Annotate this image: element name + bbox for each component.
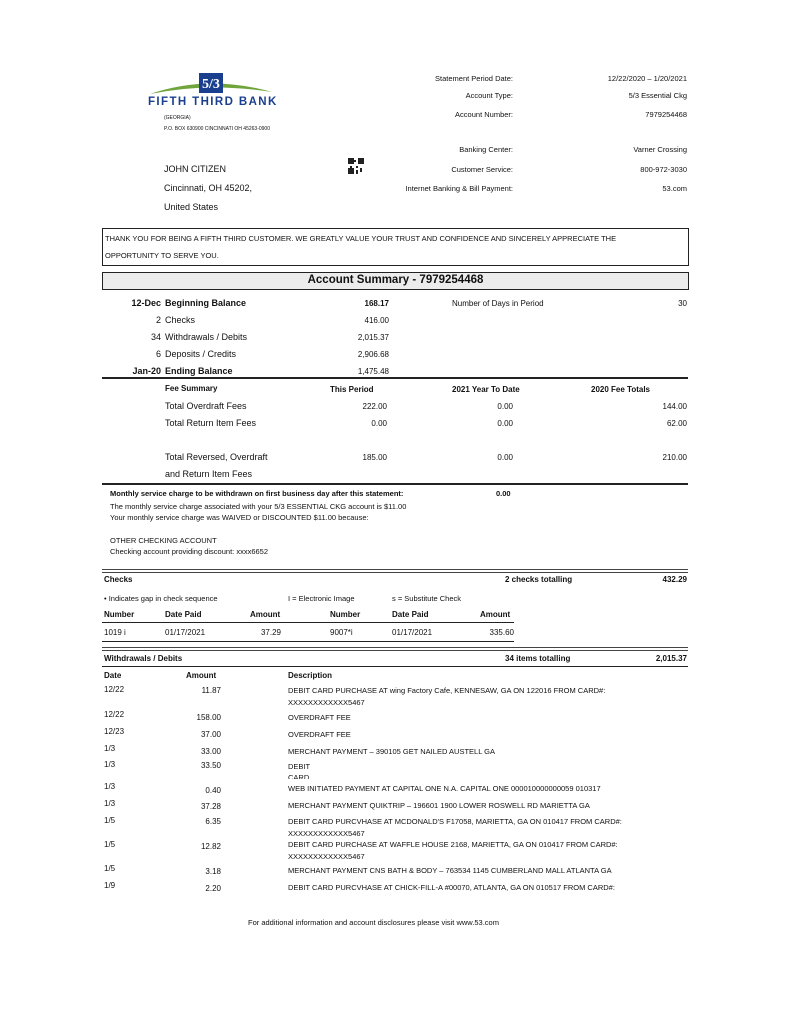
- withdrawals-header-description: Description: [288, 671, 333, 680]
- customer-service-value: 800-972-3030: [640, 165, 687, 174]
- withdrawal-description: DEBIT CARD PURCVHASE AT MCDONALD'S F17058, MARIETTA, GA ON 010417 FROM CARD#:: [288, 817, 622, 826]
- fee-prior-1: 62.00: [666, 419, 687, 428]
- bank-address: P.O. BOX 630900 CINCINNATI OH 45263-0900: [164, 126, 270, 132]
- summary-value-0: 168.17: [364, 299, 389, 308]
- fee-label-0: Total Overdraft Fees: [165, 401, 247, 411]
- withdrawal-date: 1/3: [104, 799, 116, 808]
- checks-header-amount-1: Amount: [250, 610, 281, 619]
- withdrawal-amount: 0.40: [205, 786, 221, 795]
- withdrawal-amount: 33.00: [200, 747, 221, 756]
- summary-label-3: Deposits / Credits: [165, 349, 237, 359]
- statement-period-label: Statement Period Date:: [435, 74, 513, 83]
- account-type-label: Account Type:: [465, 91, 513, 100]
- withdrawal-date: 1/9: [104, 881, 116, 890]
- internet-banking-value: 53.com: [662, 184, 687, 193]
- checks-header-date-2: Date Paid: [392, 610, 429, 619]
- bank-name: FIFTH THIRD BANK: [148, 96, 278, 108]
- summary-qty-1: 2: [155, 315, 161, 325]
- checks-bottom-rule: [102, 641, 514, 642]
- banking-center-value: Varner Crossing: [633, 145, 687, 154]
- withdrawal-date: 1/5: [104, 864, 116, 873]
- summary-label-0: Beginning Balance: [165, 298, 247, 308]
- withdrawal-date: 12/22: [104, 685, 125, 694]
- checks-top-rule: [102, 569, 688, 573]
- fee-header-ytd: 2021 Year To Date: [452, 385, 520, 394]
- withdrawals-header-date: Date: [104, 671, 122, 680]
- checks-header-number-1: Number: [104, 610, 135, 619]
- withdrawal-description: WEB INITIATED PAYMENT AT CAPITAL ONE N.A. CAPITAL ONE 000010000000059 010317: [288, 784, 601, 793]
- thank-you-line-2: OPPORTUNITY TO SERVE YOU.: [105, 251, 219, 260]
- withdrawal-description: DEBIT CARD PURCVHASE AT CHICK-FILL-A #00070, ATLANTA, GA ON 010517 FROM CARD#:: [288, 883, 615, 892]
- withdrawal-description-2: XXXXXXXXXXXX5467: [288, 829, 365, 838]
- withdrawal-description: DEBIT: [288, 762, 311, 771]
- summary-qty-2: 34: [150, 332, 161, 342]
- service-charge-amount: 0.00: [496, 489, 511, 498]
- withdrawal-description: DEBIT CARD PURCHASE AT wing Factory Cafe, KENNESAW, GA ON 122016 FROM CARD#:: [288, 686, 606, 695]
- summary-value-3: 2,906.68: [357, 350, 389, 359]
- summary-value-2: 2,015.37: [357, 333, 389, 342]
- checks-legend-image: I = Electronic Image: [288, 594, 355, 603]
- summary-value-1: 416.00: [364, 316, 389, 325]
- withdrawals-header-amount: Amount: [186, 671, 217, 680]
- days-in-period-value: 30: [678, 299, 687, 308]
- fee-period-2: 185.00: [362, 453, 387, 462]
- bank-region: (GEORGIA): [164, 115, 191, 121]
- summary-qty-0: 12-Dec: [131, 298, 161, 308]
- account-summary-bar: [102, 272, 689, 290]
- summary-label-4: Ending Balance: [165, 366, 233, 376]
- check-date-1: 01/17/2021: [165, 628, 206, 637]
- summary-qty-3: 6: [155, 349, 161, 359]
- fee-ytd-0: 0.00: [497, 402, 513, 411]
- withdrawals-top-rule: [102, 647, 688, 651]
- customer-city: Cincinnati, OH 45202,: [164, 183, 253, 193]
- internet-banking-label: Internet Banking & Bill Payment:: [405, 184, 513, 193]
- fee-header-prior: 2020 Fee Totals: [591, 385, 650, 394]
- withdrawal-date: 12/23: [104, 727, 125, 736]
- withdrawal-amount: 3.18: [205, 867, 221, 876]
- withdrawals-totalling-label: 34 items totalling: [505, 654, 571, 663]
- check-amount-1: 37.29: [260, 628, 281, 637]
- fee-header-period: This Period: [330, 385, 374, 394]
- customer-country: United States: [164, 202, 219, 212]
- summary-label-2: Withdrawals / Debits: [165, 332, 248, 342]
- fee-divider: [102, 483, 688, 485]
- fee-ytd-1: 0.00: [497, 419, 513, 428]
- service-charge-heading: Monthly service charge to be withdrawn on first business day after this statement:: [110, 489, 404, 498]
- account-summary-title: Account Summary - 7979254468: [307, 274, 484, 286]
- customer-name: JOHN CITIZEN: [164, 164, 226, 174]
- withdrawal-description: OVERDRAFT FEE: [288, 730, 351, 739]
- checks-total: 432.29: [662, 575, 687, 584]
- summary-value-4: 1,475.48: [357, 367, 389, 376]
- withdrawal-description: DEBIT CARD PURCHASE AT WAFFLE HOUSE 2168, MARIETTA, GA ON 010417 FROM CARD#:: [288, 840, 618, 849]
- thank-you-box: [102, 228, 689, 266]
- withdrawal-date: 1/5: [104, 840, 116, 849]
- withdrawal-description: MERCHANT PAYMENT – 390105 GET NAILED AUSTELL GA: [288, 747, 496, 756]
- withdrawal-date: 1/3: [104, 744, 116, 753]
- banking-center-label: Banking Center:: [459, 145, 513, 154]
- withdrawal-amount: 37.28: [200, 802, 221, 811]
- withdrawal-date: 1/5: [104, 816, 116, 825]
- withdrawal-amount: 158.00: [196, 713, 221, 722]
- footer-disclosure: For additional information and account disclosures please visit www.53.com: [248, 918, 499, 927]
- checks-header-number-2: Number: [330, 610, 361, 619]
- check-number-2: 9007*i: [330, 628, 353, 637]
- account-type-value: 5/3 Essential Ckg: [628, 91, 687, 100]
- summary-label-1: Checks: [165, 315, 196, 325]
- withdrawals-title: Withdrawals / Debits: [104, 654, 183, 663]
- checks-header-rule: [102, 622, 514, 623]
- statement-period-value: 12/22/2020 – 1/20/2021: [607, 74, 687, 83]
- summary-qty-4: Jan-20: [132, 366, 161, 376]
- checks-header-date-1: Date Paid: [165, 610, 202, 619]
- service-charge-line-4: Checking account providing discount: xxxx6652: [110, 547, 269, 556]
- withdrawal-amount: 33.50: [200, 761, 221, 770]
- checks-header-amount-2: Amount: [480, 610, 511, 619]
- withdrawal-description: MERCHANT PAYMENT CNS BATH & BODY – 763534 1145 CUMBERLAND MALL ATLANTA GA: [288, 866, 612, 875]
- fee-label-1: Total Return Item Fees: [165, 418, 257, 428]
- fee-header-label: Fee Summary: [165, 384, 218, 393]
- checks-legend-gap: • Indicates gap in check sequence: [104, 594, 218, 603]
- withdrawal-description-2: XXXXXXXXXXXX5467: [288, 698, 365, 707]
- fee-period-0: 222.00: [362, 402, 387, 411]
- withdrawals-total: 2,015.37: [655, 654, 687, 663]
- checks-legend-substitute: s = Substitute Check: [392, 594, 461, 603]
- fee-label-2b: and Return Item Fees: [165, 469, 253, 479]
- fee-prior-0: 144.00: [662, 402, 687, 411]
- svg-text:5/3: 5/3: [202, 77, 220, 92]
- withdrawals-title-rule: [102, 666, 688, 667]
- service-charge-line-2: Your monthly service charge was WAIVED or DISCOUNTED $11.00 because:: [110, 513, 369, 522]
- account-number-label: Account Number:: [455, 110, 513, 119]
- withdrawal-amount: 37.00: [200, 730, 221, 739]
- checks-title: Checks: [104, 575, 133, 584]
- customer-service-label: Customer Service:: [451, 165, 513, 174]
- withdrawal-description-2: CARD: [288, 773, 310, 779]
- service-charge-line-1: The monthly service charge associated with your 5/3 ESSENTIAL CKG account is $11.00: [110, 502, 407, 511]
- checks-totalling-label: 2 checks totalling: [505, 575, 573, 584]
- fee-prior-2: 210.00: [662, 453, 687, 462]
- thank-you-line-1: THANK YOU FOR BEING A FIFTH THIRD CUSTOMER. WE GREATLY VALUE YOUR TRUST AND CONFIDENCE AND SINCERELY APPRECIATE THE: [105, 234, 617, 243]
- fee-ytd-2: 0.00: [497, 453, 513, 462]
- summary-divider: [102, 377, 688, 379]
- check-amount-2: 335.60: [489, 628, 514, 637]
- withdrawal-amount: 12.82: [200, 842, 221, 851]
- fee-label-2: Total Reversed, Overdraft: [165, 452, 268, 462]
- service-charge-line-3: OTHER CHECKING ACCOUNT: [110, 536, 217, 545]
- withdrawal-description-2: XXXXXXXXXXXX5467: [288, 852, 365, 861]
- withdrawal-amount: 2.20: [205, 884, 221, 893]
- withdrawal-amount: 6.35: [205, 817, 221, 826]
- account-number-value: 7979254468: [645, 110, 687, 119]
- withdrawal-date: 1/3: [104, 760, 116, 769]
- check-number-1: 1019 i: [104, 628, 126, 637]
- withdrawal-description: OVERDRAFT FEE: [288, 713, 351, 722]
- withdrawal-date: 1/3: [104, 782, 116, 791]
- qr-code-icon: [348, 158, 364, 174]
- withdrawal-date: 12/22: [104, 710, 125, 719]
- fee-period-1: 0.00: [371, 419, 387, 428]
- withdrawal-amount: 11.87: [201, 686, 221, 695]
- days-in-period-label: Number of Days in Period: [452, 299, 544, 308]
- withdrawal-description: MERCHANT PAYMENT QUIKTRIP – 196601 1900 LOWER ROSWELL RD MARIETTA GA: [288, 801, 590, 810]
- check-date-2: 01/17/2021: [392, 628, 433, 637]
